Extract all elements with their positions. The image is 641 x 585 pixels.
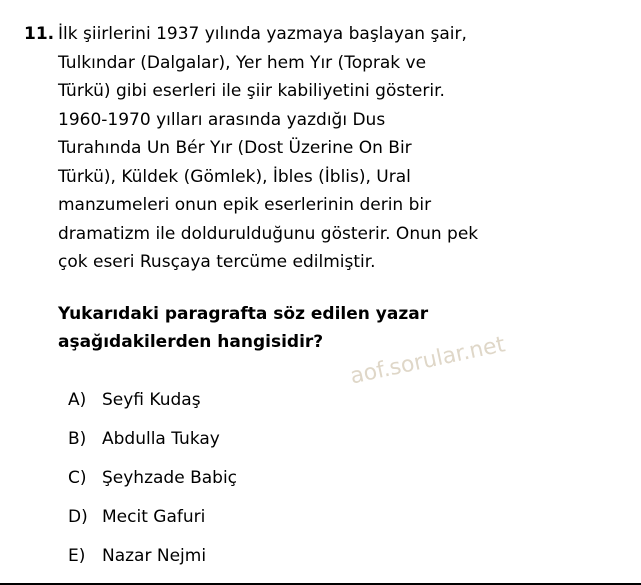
watermark-center: aof.sorular.net	[348, 332, 508, 390]
option-letter: C)	[68, 468, 87, 488]
paragraph-line: manzumeleri onun epik eserlerinin derin bir	[58, 195, 432, 215]
option-letter: E)	[68, 546, 86, 566]
option-letter: B)	[68, 429, 87, 449]
option-b[interactable]	[68, 429, 608, 450]
question-number: 11.	[24, 24, 55, 44]
paragraph-line: Turahında Un Bér Yır (Dost Üzerine On Bir	[58, 138, 412, 158]
question-prompt	[58, 277, 616, 357]
option-d[interactable]	[68, 507, 608, 528]
prompt-line: Yukarıdaki paragrafta söz edilen yazar	[58, 303, 429, 324]
option-c[interactable]	[68, 468, 608, 489]
option-e[interactable]	[68, 546, 608, 567]
question-block	[24, 20, 616, 357]
paragraph-line: Türkü) gibi eserleri ile şiir kabiliyetini gösterir.	[58, 81, 445, 101]
option-text: Mecit Gafuri	[102, 507, 206, 527]
option-letter: A)	[68, 390, 87, 410]
question-body	[58, 20, 616, 357]
question-paragraph	[58, 20, 616, 277]
paragraph-line: Türkü), Küldek (Gömlek), İbles (İblis), Ural	[58, 166, 411, 187]
question-row	[24, 20, 616, 357]
paragraph-line: dramatizm ile doldurulduğunu gösterir. Onun pek	[58, 223, 479, 244]
answer-options	[68, 390, 608, 585]
prompt-line: aşağıdakilerden hangisidir?	[58, 332, 324, 352]
option-text: Nazar Nejmi	[102, 546, 207, 566]
paragraph-line: İlk şiirlerini 1937 yılında yazmaya başlayan şair,	[58, 24, 467, 44]
paragraph-line: 1960-1970 yılları arasında yazdığı Dus	[58, 109, 386, 130]
option-a[interactable]	[68, 390, 608, 411]
option-letter: D)	[68, 507, 88, 527]
paragraph-line: Tulkındar (Dalgalar), Yer hem Yır (Toprak ve	[58, 52, 427, 73]
option-text: Şeyhzade Babiç	[102, 468, 238, 488]
option-text: Seyfi Kudaş	[102, 390, 201, 410]
option-text: Abdulla Tukay	[102, 429, 220, 449]
paragraph-line: çok eseri Rusçaya tercüme edilmiştir.	[58, 252, 376, 272]
